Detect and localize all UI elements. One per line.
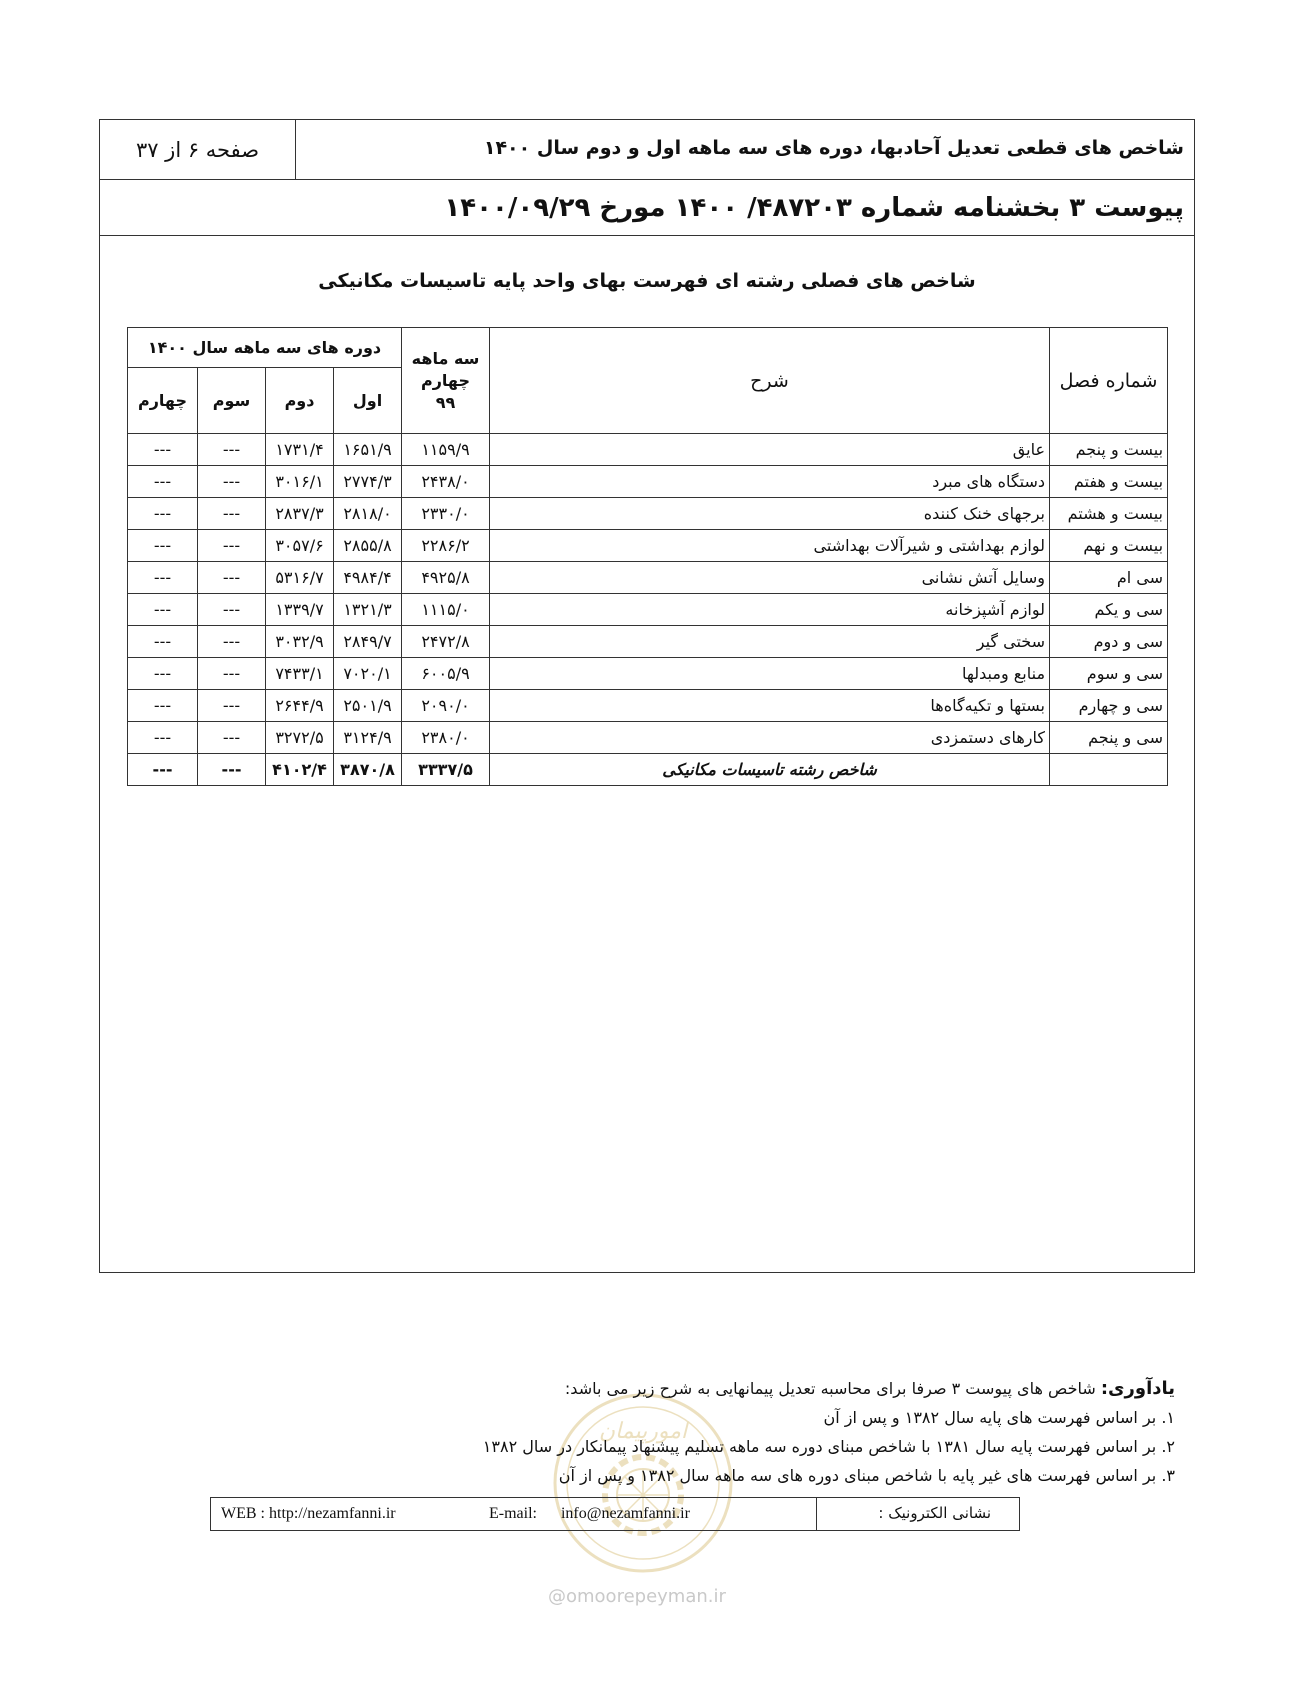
cell-q4: ---	[128, 434, 198, 466]
contact-label: نشانی الکترونیک :	[816, 1498, 1019, 1530]
cell-q3: ---	[198, 466, 266, 498]
cell-q2: ۳۰۳۲/۹	[266, 626, 334, 658]
cell-description: عایق	[490, 434, 1050, 466]
announcement-title: پیوست ۳ بخشنامه شماره ۴۸۷۲۰۳/ ۱۴۰۰ مورخ ۱۴۰۰/۰۹/۲۹	[444, 193, 1184, 223]
cell-q4: ---	[128, 498, 198, 530]
cell-q1: ۱۳۲۱/۳	[334, 594, 402, 626]
cell-q4: ---	[128, 722, 198, 754]
cell-q1: ۷۰۲۰/۱	[334, 658, 402, 690]
cell-q1: ۴۹۸۴/۴	[334, 562, 402, 594]
cell-chapter: بیست و هفتم	[1050, 466, 1168, 498]
cell-q3: ---	[198, 594, 266, 626]
email-link[interactable]: E-mail: info@nezamfanni.ir	[489, 1505, 690, 1522]
cell-chapter: بیست و نهم	[1050, 530, 1168, 562]
cell-q2: ۱۳۳۹/۷	[266, 594, 334, 626]
cell-prev: ۶۰۰۵/۹	[402, 658, 490, 690]
cell-q1: ۱۶۵۱/۹	[334, 434, 402, 466]
cell-chapter: سی و یکم	[1050, 594, 1168, 626]
notes-heading: یادآوری:	[1100, 1378, 1175, 1399]
cell-prev: ۲۲۸۶/۲	[402, 530, 490, 562]
table-row	[128, 434, 1168, 466]
table-row	[128, 690, 1168, 722]
cell-chapter: سی و پنجم	[1050, 722, 1168, 754]
cell-chapter: بیست و پنجم	[1050, 434, 1168, 466]
cell-q4: ---	[128, 594, 198, 626]
cell-q1: ۲۸۴۹/۷	[334, 626, 402, 658]
total-row	[128, 754, 1168, 786]
cell-q2: ۵۳۱۶/۷	[266, 562, 334, 594]
table-row	[128, 562, 1168, 594]
cell-q1: ۲۸۵۵/۸	[334, 530, 402, 562]
cell-q3: ---	[198, 690, 266, 722]
table-row	[128, 594, 1168, 626]
web-link[interactable]: WEB : http://nezamfanni.ir	[221, 1505, 396, 1522]
cell-chapter: بیست و هشتم	[1050, 498, 1168, 530]
cell-chapter: سی و دوم	[1050, 626, 1168, 658]
total-description: شاخص رشته تاسیسات مکانیکی	[490, 754, 1050, 786]
table-row	[128, 722, 1168, 754]
header-description: شرح	[490, 328, 1050, 434]
header-q1: اول	[334, 368, 402, 434]
notes-section	[275, 1374, 1175, 1490]
cell-prev: ۲۳۳۰/۰	[402, 498, 490, 530]
cell-q4: ---	[128, 466, 198, 498]
cell-q1: ۲۷۷۴/۳	[334, 466, 402, 498]
cell-q4: ---	[128, 626, 198, 658]
total-q3: ---	[198, 754, 266, 786]
cell-q3: ---	[198, 658, 266, 690]
cell-q1: ۲۵۰۱/۹	[334, 690, 402, 722]
document-title: شاخص های قطعی تعدیل آحادبها، دوره های سه ماهه اول و دوم سال ۱۴۰۰	[483, 137, 1184, 159]
cell-q3: ---	[198, 434, 266, 466]
header-q3: سوم	[198, 368, 266, 434]
cell-q3: ---	[198, 530, 266, 562]
header-prev-quarter: سه ماهه چهارم ۹۹	[402, 328, 490, 434]
header-q4: چهارم	[128, 368, 198, 434]
note-item: ۱. بر اساس فهرست های پایه سال ۱۳۸۲ و پس از آن	[823, 1408, 1175, 1427]
header-q2: دوم	[266, 368, 334, 434]
cell-q3: ---	[198, 498, 266, 530]
cell-q2: ۱۷۳۱/۴	[266, 434, 334, 466]
page-number: صفحه ۶ از ۳۷	[100, 120, 296, 179]
cell-description: دستگاه های مبرد	[490, 466, 1050, 498]
cell-q3: ---	[198, 722, 266, 754]
header-chapter: شماره فصل	[1050, 328, 1168, 434]
cell-q2: ۷۴۳۳/۱	[266, 658, 334, 690]
header-quarters-group: دوره های سه ماهه سال ۱۴۰۰	[128, 328, 402, 368]
cell-description: لوازم آشپزخانه	[490, 594, 1050, 626]
cell-q4: ---	[128, 562, 198, 594]
cell-q3: ---	[198, 562, 266, 594]
cell-q4: ---	[128, 658, 198, 690]
watermark-text: @omoorepeyman.ir	[548, 1586, 726, 1607]
cell-q1: ۲۸۱۸/۰	[334, 498, 402, 530]
cell-q2: ۲۶۴۴/۹	[266, 690, 334, 722]
cell-q4: ---	[128, 530, 198, 562]
total-q4: ---	[128, 754, 198, 786]
cell-prev: ۱۱۱۵/۰	[402, 594, 490, 626]
table-row	[128, 466, 1168, 498]
cell-prev: ۴۹۲۵/۸	[402, 562, 490, 594]
table-title: شاخص های فصلی رشته ای فهرست بهای واحد پایه تاسیسات مکانیکی	[318, 270, 976, 292]
index-table	[127, 327, 1168, 786]
cell-q2: ۲۸۳۷/۳	[266, 498, 334, 530]
cell-description: وسایل آتش نشانی	[490, 562, 1050, 594]
note-item: ۳. بر اساس فهرست های غیر پایه با شاخص مبنای دوره های سه ماهه سال ۱۳۸۲ و پس از آن	[558, 1466, 1175, 1485]
cell-description: سختی گیر	[490, 626, 1050, 658]
cell-description: منابع ومبدلها	[490, 658, 1050, 690]
cell-chapter: سی و چهارم	[1050, 690, 1168, 722]
notes-intro: شاخص های پیوست ۳ صرفا برای محاسبه تعدیل پیمانهایی به شرح زیر می باشد:	[564, 1379, 1096, 1398]
document-frame	[99, 119, 1195, 1273]
cell-prev: ۲۳۸۰/۰	[402, 722, 490, 754]
total-prev: ۳۳۳۷/۵	[402, 754, 490, 786]
cell-description: بستها و تکیه‌گاه‌ها	[490, 690, 1050, 722]
cell-q2: ۳۲۷۲/۵	[266, 722, 334, 754]
cell-description: برجهای خنک کننده	[490, 498, 1050, 530]
announcement-row	[100, 180, 1194, 236]
cell-prev: ۲۴۷۲/۸	[402, 626, 490, 658]
cell-chapter: سی و سوم	[1050, 658, 1168, 690]
cell-q4: ---	[128, 690, 198, 722]
contact-box	[210, 1497, 1020, 1531]
cell-prev: ۲۰۹۰/۰	[402, 690, 490, 722]
cell-q2: ۳۰۵۷/۶	[266, 530, 334, 562]
table-row	[128, 530, 1168, 562]
cell-description: لوازم بهداشتی و شیرآلات بهداشتی	[490, 530, 1050, 562]
total-q2: ۴۱۰۲/۴	[266, 754, 334, 786]
note-item: ۲. بر اساس فهرست پایه سال ۱۳۸۱ با شاخص مبنای دوره سه ماهه تسلیم پیشنهاد پیمانکار در سال ۱۳۸۲	[482, 1437, 1175, 1456]
cell-chapter: سی ام	[1050, 562, 1168, 594]
table-row	[128, 658, 1168, 690]
seal-lettering: امورپیمان	[598, 1419, 688, 1444]
table-row	[128, 498, 1168, 530]
table-row	[128, 626, 1168, 658]
cell-description: کارهای دستمزدی	[490, 722, 1050, 754]
header-row	[100, 120, 1194, 180]
cell-q3: ---	[198, 626, 266, 658]
cell-q2: ۳۰۱۶/۱	[266, 466, 334, 498]
cell-q1: ۳۱۲۴/۹	[334, 722, 402, 754]
total-q1: ۳۸۷۰/۸	[334, 754, 402, 786]
cell-prev: ۲۴۳۸/۰	[402, 466, 490, 498]
cell-chapter-empty	[1050, 754, 1168, 786]
cell-prev: ۱۱۵۹/۹	[402, 434, 490, 466]
